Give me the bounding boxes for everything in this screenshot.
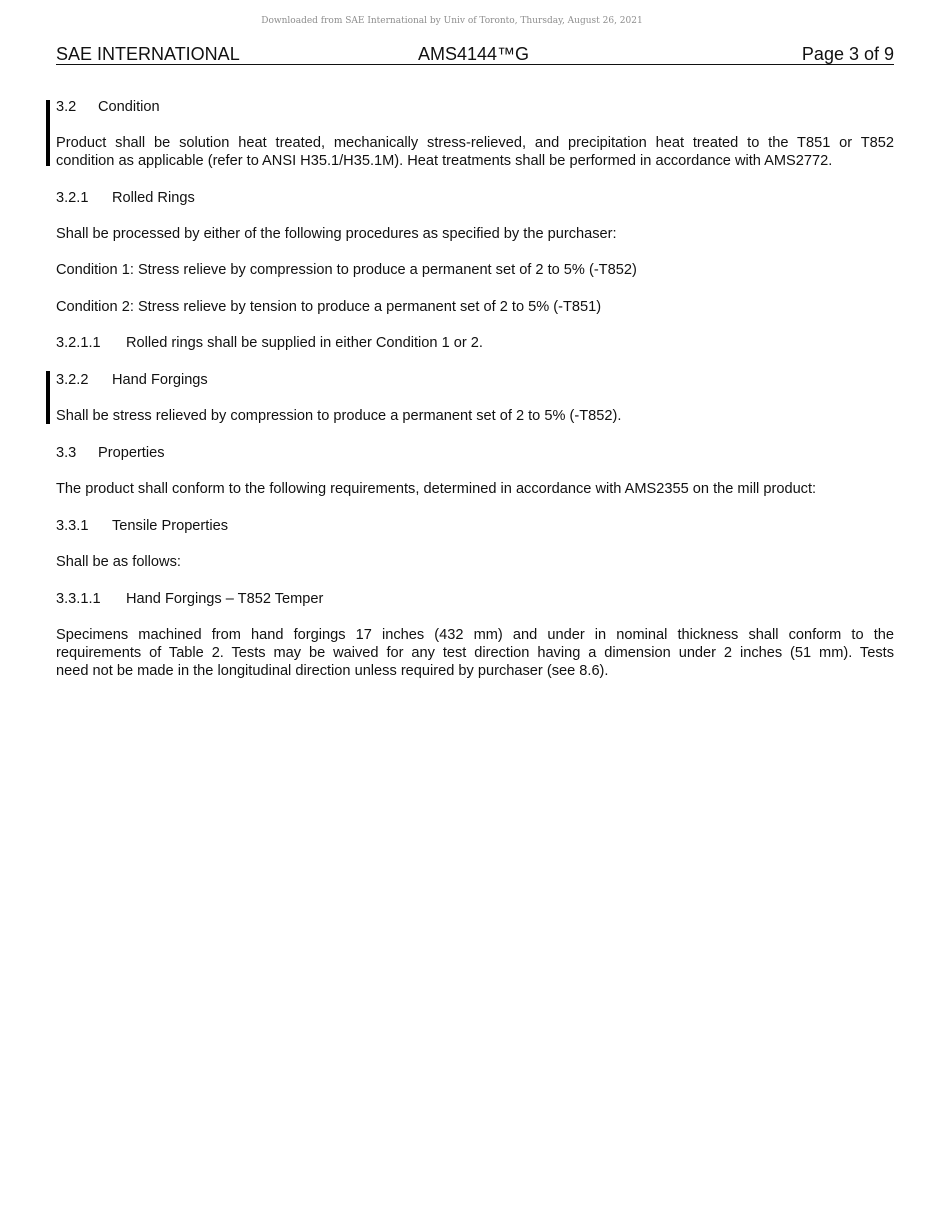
section-number: 3.2.1.1 bbox=[56, 335, 101, 351]
condition-1-text: Condition 1: Stress relieve by compression to produce a permanent set of 2 to 5% (-T852) bbox=[56, 262, 637, 278]
section-number: 3.3.1 bbox=[56, 518, 89, 534]
section-title: Condition bbox=[98, 99, 160, 115]
section-heading-3-2-1 bbox=[56, 189, 894, 207]
section-heading-3-3-1 bbox=[56, 517, 894, 535]
page-number: Page 3 of 9 bbox=[801, 44, 894, 64]
page-header bbox=[56, 44, 894, 65]
section-title: Properties bbox=[98, 445, 165, 461]
section-heading-3-2 bbox=[56, 98, 894, 116]
revision-bar bbox=[46, 371, 50, 424]
section-number: 3.2 bbox=[56, 99, 77, 115]
paragraph-line: Product shall be solution heat treated, mechanically stress-relieved, and precipitation heat treated to the T851 or T852 bbox=[56, 135, 894, 151]
section-paragraph-3-3-1-1 bbox=[56, 626, 894, 680]
section-heading-3-3-1-1 bbox=[56, 590, 894, 608]
section-title: Rolled Rings bbox=[112, 190, 195, 206]
section-text: Rolled rings shall be supplied in either Condition 1 or 2. bbox=[126, 335, 483, 351]
publisher-name: SAE INTERNATIONAL bbox=[56, 44, 240, 64]
paragraph-line: need not be made in the longitudinal direction unless required by purchaser (see 8.6). bbox=[56, 663, 609, 679]
section-title: Hand Forgings – T852 Temper bbox=[126, 591, 324, 607]
revision-bar bbox=[46, 100, 50, 166]
section-number: 3.2.2 bbox=[56, 372, 89, 388]
download-watermark: Downloaded from SAE International by Univ of Toronto, Thursday, August 26, 2021 bbox=[261, 16, 643, 26]
section-paragraph-3-3-1: Shall be as follows: bbox=[56, 554, 181, 570]
paragraph-line: requirements of Table 2. Tests may be waived for any test direction having a dimension under 2 inches (51 mm). Tests bbox=[56, 645, 894, 661]
section-paragraph-3-3: The product shall conform to the following requirements, determined in accordance with AMS2355 on the mill product: bbox=[56, 481, 817, 497]
section-paragraph-3-2 bbox=[56, 134, 894, 170]
section-title: Hand Forgings bbox=[112, 372, 208, 388]
paragraph-line: Specimens machined from hand forgings 17 inches (432 mm) and under in nominal thickness shall conform to the bbox=[56, 627, 894, 643]
section-number: 3.2.1 bbox=[56, 190, 89, 206]
section-number: 3.3.1.1 bbox=[56, 591, 101, 607]
section-heading-3-3 bbox=[56, 444, 894, 462]
section-number: 3.3 bbox=[56, 445, 77, 461]
document-number: AMS4144™G bbox=[418, 44, 530, 64]
section-heading-3-2-2 bbox=[56, 371, 894, 389]
paragraph-line: condition as applicable (refer to ANSI H35.1/H35.1M). Heat treatments shall be performed in accordance with AMS2772. bbox=[56, 153, 833, 169]
section-title: Tensile Properties bbox=[112, 518, 228, 534]
section-paragraph-3-2-1-1 bbox=[56, 334, 894, 352]
section-intro-3-2-1: Shall be processed by either of the following procedures as specified by the purchaser: bbox=[56, 226, 617, 242]
section-paragraph-3-2-2: Shall be stress relieved by compression to produce a permanent set of 2 to 5% (-T852). bbox=[56, 408, 622, 424]
condition-2-text: Condition 2: Stress relieve by tension to produce a permanent set of 2 to 5% (-T851) bbox=[56, 299, 602, 315]
